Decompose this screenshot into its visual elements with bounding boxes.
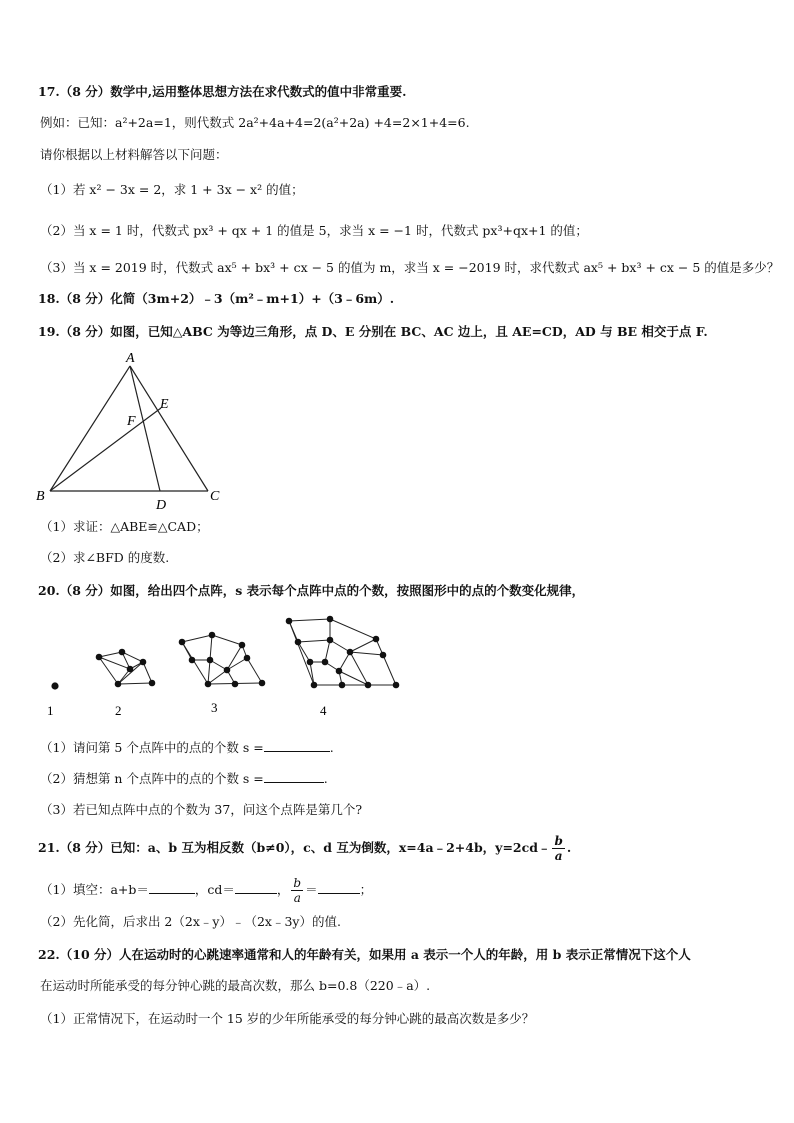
q21-part1-a: （1）填空：a+b＝ xyxy=(40,882,149,897)
label-a: A xyxy=(126,351,135,366)
q21-part1-d: ＝ xyxy=(305,882,318,897)
label-c: C xyxy=(210,489,220,504)
q22-part1: （1）正常情况下，在运动时一个 15 岁的少年所能承受的每分钟心跳的最高次数是多少？ xyxy=(40,1011,535,1026)
q21-part2: （2）先化简，后求出 2（2x﹣y）﹣（2x﹣3y）的值. xyxy=(40,914,341,929)
answer-blank xyxy=(318,881,360,894)
q17-part2: （2）当 x = 1 时，代数式 px³ + qx + 1 的值是 5，求当 x = −1 时，代数式 px³+qx+1 的值； xyxy=(40,223,588,238)
q17-example: 例如：已知：a²+2a=1，则代数式 2a²+4a+4=2(a²+2a) +4=2×1+4=6. xyxy=(40,115,470,130)
fraction-denominator: a xyxy=(554,849,563,863)
q20-part1-text: （1）请问第 5 个点阵中的点的个数 s = xyxy=(40,740,264,755)
q19-part1: （1）求证：△ABE≌△CAD； xyxy=(40,519,209,534)
fig-label-3: 3 xyxy=(211,700,218,715)
label-b: B xyxy=(36,489,45,504)
q17-part1: （1）若 x² − 3x = 2，求 1 + 3x − x² 的值； xyxy=(40,182,304,197)
q21-part1-e: ； xyxy=(359,882,373,897)
answer-blank xyxy=(235,881,277,894)
q20-part2: （2）猜想第 n 个点阵中的点的个数 s = . xyxy=(40,771,328,786)
label-e: E xyxy=(160,397,169,412)
answer-blank xyxy=(149,881,195,894)
q18-text: 18.（8 分）化简（3m+2）﹣3（m²﹣m+1）+（3﹣6m）. xyxy=(38,291,395,306)
q17-prompt: 请你根据以上材料解答以下问题： xyxy=(40,147,228,162)
q22-line1: 22.（10 分）人在运动时的心跳速率通常和人的年龄有关，如果用 a 表示一个人的年龄，用 b 表示正常情况下这个人 xyxy=(38,947,691,962)
label-f: F xyxy=(127,414,136,429)
label-d: D xyxy=(156,498,167,513)
q21-part1-c: ， xyxy=(276,882,290,897)
fraction-b-over-a xyxy=(291,876,303,905)
answer-blank xyxy=(264,739,330,752)
q19-part2: （2）求∠BFD 的度数. xyxy=(40,550,170,565)
fraction-denominator: a xyxy=(293,891,301,905)
dot-lattice-figure xyxy=(30,605,410,723)
q20-text: 20.（8 分）如图，给出四个点阵，s 表示每个点阵中点的个数，按照图形中的点的个数变化规律， xyxy=(38,583,585,598)
fig-label-2: 2 xyxy=(115,703,122,718)
q21-text: 21.（8 分）已知：a、b 互为相反数（b≠0），c、d 互为倒数，x=4a﹣2+4b，y=2cd﹣ $\frac{b}{a}$ . xyxy=(38,834,572,863)
q21-part1 xyxy=(40,876,372,905)
q20-part1: （1）请问第 5 个点阵中的点的个数 s = . xyxy=(40,740,334,755)
fig-label-4: 4 xyxy=(320,703,327,718)
q19-text: 19.（8 分）如图，已知△ABC 为等边三角形，点 D、E 分别在 BC、AC 边上，且 AE=CD，AD 与 BE 相交于点 F. xyxy=(38,324,708,339)
answer-blank xyxy=(264,770,324,783)
fraction-numerator: b xyxy=(554,834,563,848)
fig-label-1: 1 xyxy=(47,703,54,718)
q20-part2-text: （2）猜想第 n 个点阵中的点的个数 s = xyxy=(40,771,264,786)
fraction-numerator: b xyxy=(293,876,302,890)
q17-heading: 17.（8 分）数学中,运用整体思想方法在求代数式的值中非常重要. xyxy=(38,84,407,99)
q21-text-main: 21.（8 分）已知：a、b 互为相反数（b≠0），c、d 互为倒数，x=4a﹣2+4b，y=2cd﹣ xyxy=(38,840,551,855)
fraction-b-over-a xyxy=(552,834,564,863)
q21-part1-b: ，cd＝ xyxy=(194,882,235,897)
q20-part3: （3）若已知点阵中点的个数为 37，问这个点阵是第几个? xyxy=(40,802,363,817)
triangle-figure xyxy=(30,348,230,516)
q17-part3: （3）当 x = 2019 时，代数式 ax⁵ + bx³ + cx − 5 的值为 m，求当 x = −2019 时，求代数式 ax⁵ + bx³ + cx − 5 的值是多少？ xyxy=(40,260,780,275)
q22-line2: 在运动时所能承受的每分钟心跳的最高次数，那么 b=0.8（220﹣a）. xyxy=(40,978,431,993)
